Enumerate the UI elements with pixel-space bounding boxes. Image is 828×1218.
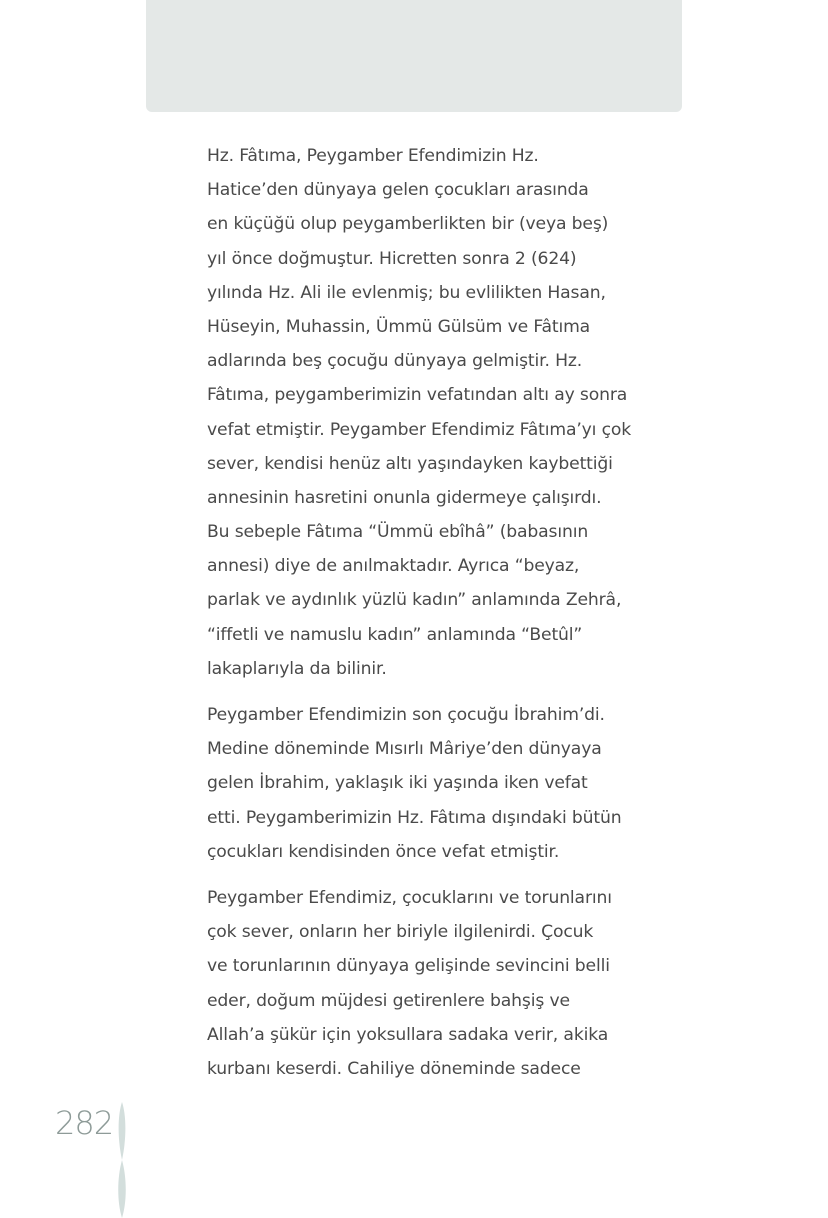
text-line: çok sever, onların her biriyle ilgilenirdi. Çocuk [207, 922, 594, 943]
text-line: Medine döneminde Mısırlı Mâriye’den dünyaya [207, 739, 602, 760]
text-line: çocukları kendisinden önce vefat etmiştir. [207, 841, 560, 862]
text-line: parlak ve aydınlık yüzlü kadın” anlamında Zehrâ, [207, 590, 622, 611]
text-line: Hz. Fâtıma, Peygamber Efendimizin Hz. [207, 146, 539, 166]
text-line: Hatice’den dünyaya gelen çocukları arasında [207, 180, 589, 201]
text-line: etti. Peygamberimizin Hz. Fâtıma dışındaki bütün [207, 807, 622, 828]
text-line: sever, kendisi henüz altı yaşındayken kaybettiği [207, 453, 613, 474]
text-line: vefat etmiştir. Peygamber Efendimiz Fâtıma’yı çok [207, 419, 632, 440]
text-line: Hüseyin, Muhassin, Ümmü Gülsüm ve Fâtıma [207, 316, 591, 337]
text-line: en küçüğü olup peygamberlikten bir (veya beş) [207, 214, 609, 235]
text-line: ve torunlarının dünyaya gelişinde sevincini belli [207, 956, 610, 977]
text-line: Fâtıma, peygamberimizin vefatından altı ay sonra [207, 385, 628, 406]
header-image-placeholder [146, 0, 682, 112]
text-line: “iffetli ve namuslu kadın” anlamında “Betûl” [207, 624, 583, 645]
text-line: Bu sebeple Fâtıma “Ümmü ebîhâ” (babasının [207, 522, 589, 543]
text-line: eder, doğum müjdesi getirenlere bahşiş ve [207, 990, 570, 1011]
text-line: Peygamber Efendimiz, çocuklarını ve torunlarını [207, 887, 612, 908]
text-line: yılında Hz. Ali ile evlenmiş; bu evlilikten Hasan, [207, 282, 606, 303]
paragraph-fatima [207, 139, 632, 686]
text-line: lakaplarıyla da bilinir. [207, 658, 387, 679]
text-line: Peygamber Efendimizin son çocuğu İbrahim’di. [207, 705, 605, 725]
text-line: kurbanı keserdi. Cahiliye döneminde sadece [207, 1058, 581, 1079]
text-line: yıl önce doğmuştur. Hicretten sonra 2 (624) [207, 248, 577, 269]
paragraph-grandchildren [207, 881, 627, 1086]
text-line: gelen İbrahim, yaklaşık iki yaşında iken vefat [207, 773, 588, 794]
text-line: adlarında beş çocuğu dünyaya gelmiştir. Hz. [207, 351, 583, 372]
paragraph-ibrahim [207, 698, 627, 869]
text-line: annesi) diye de anılmaktadır. Ayrıca “beyaz, [207, 556, 580, 577]
text-line: annesinin hasretini onunla gidermeye çalışırdı. [207, 487, 602, 508]
text-line: Allah’a şükür için yoksullara sadaka verir, akika [207, 1024, 609, 1045]
page-number: 282 [55, 1104, 114, 1142]
page-ornament-icon [114, 1102, 130, 1218]
body-text [207, 139, 632, 1086]
